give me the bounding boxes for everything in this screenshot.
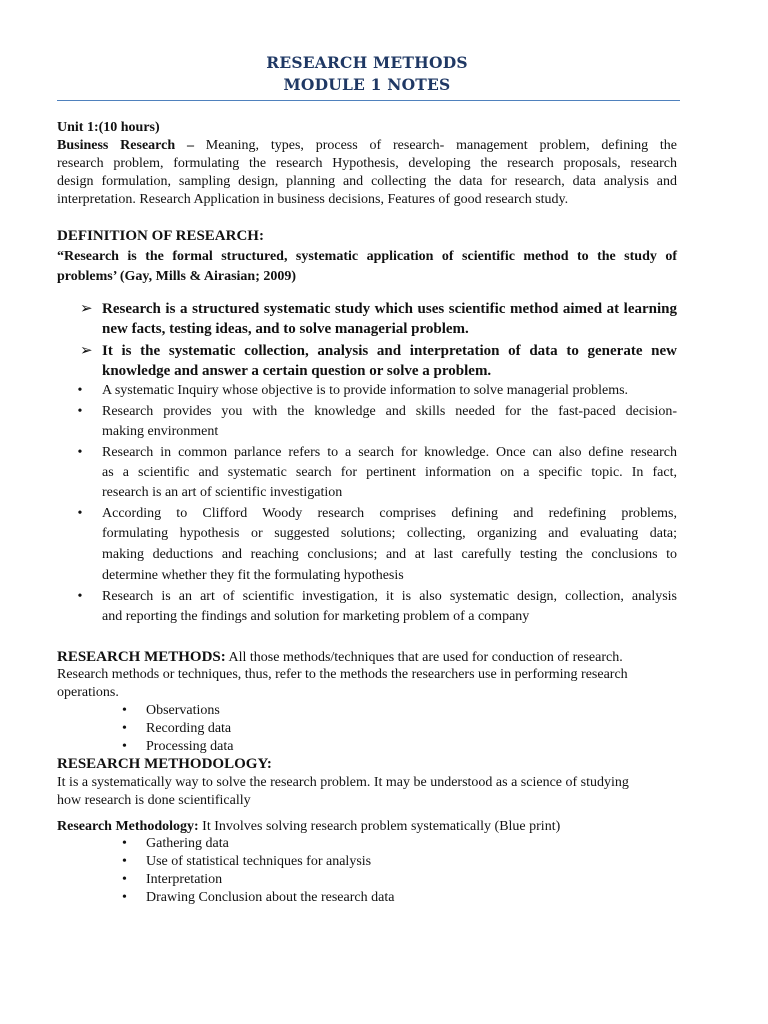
bullet-icon: • — [122, 836, 127, 851]
bullet-5-line-1: Research is an art of scientific investigation, it is also systematic design, collection, analysis — [102, 589, 677, 604]
arrow-bullet-icon: ➢ — [80, 301, 93, 317]
methods-item: Observations — [146, 703, 220, 718]
arrow-point-1-line-1: Research is a structured systematic study which uses scientific method aimed at learning — [102, 301, 677, 317]
definition-heading: DEFINITION OF RESEARCH: — [57, 228, 264, 244]
unit-line-3: design formulation, sampling design, planning and collecting the data for research, data analysis and — [57, 174, 677, 189]
bullet-icon: • — [122, 703, 127, 718]
bullet-icon: • — [77, 589, 83, 604]
bullet-5-line-2: and reporting the findings and solution for marketing problem of a company — [102, 609, 530, 624]
methodology-heading: RESEARCH METHODOLOGY: — [57, 756, 272, 772]
methodology-item: Drawing Conclusion about the research data — [146, 890, 395, 905]
bullet-icon: • — [77, 506, 83, 521]
bullet-4-line-4: determine whether they fit the formulating hypothesis — [102, 568, 404, 583]
bullet-3-line-2: as a scientific and systematic search for pertinent information on a specific topic. In fact, — [102, 465, 677, 480]
definition-quote-line-1: “Research is the formal structured, systematic application of scientific method to the study of — [57, 249, 677, 264]
methodology2-line — [57, 818, 677, 836]
methodology-item: Gathering data — [146, 836, 229, 851]
arrow-point-1-line-2: new facts, testing ideas, and to solve managerial problem. — [102, 321, 469, 337]
bullet-3-line-3: research is an art of scientific investigation — [102, 485, 343, 500]
bullet-icon: • — [122, 739, 127, 754]
bullet-icon: • — [77, 445, 83, 460]
bullet-icon: • — [122, 854, 127, 869]
bullet-icon: • — [77, 404, 83, 419]
methods-line-1 — [57, 648, 677, 667]
bullet-2-line-2: making environment — [102, 424, 219, 439]
bullet-1-line-1: A systematic Inquiry whose objective is to provide information to solve managerial problems. — [102, 383, 629, 398]
bullet-3-line-1: Research in common parlance refers to a search for knowledge. Once can also define research — [102, 445, 677, 460]
bullet-4-line-2: formulating hypothesis or suggested solutions; collecting, organizing and evaluating data; — [102, 526, 677, 541]
methods-text-1: All those methods/techniques that are used for conduction of research. — [225, 650, 623, 665]
methods-item: Processing data — [146, 739, 234, 754]
arrow-point-2-line-1: It is the systematic collection, analysis and interpretation of data to generate new — [102, 343, 677, 359]
methodology2-text: It Involves solving research problem systematically (Blue print) — [198, 819, 561, 834]
title-divider — [57, 100, 680, 101]
bullet-4-line-3: making deductions and reaching conclusions; and at last carefully testing the conclusions to — [102, 547, 677, 562]
methodology-item: Use of statistical techniques for analysis — [146, 854, 372, 869]
unit-heading: Unit 1:(10 hours) — [57, 120, 160, 135]
document-title: RESEARCH METHODS — [266, 53, 468, 72]
unit-text-1: Meaning, types, process of research- management problem, defining the — [193, 138, 677, 153]
bullet-icon: • — [122, 890, 127, 905]
bullet-2-line-1: Research provides you with the knowledge and skills needed for the fast-paced decision- — [102, 404, 677, 419]
arrow-bullet-icon: ➢ — [80, 343, 93, 359]
bullet-icon: • — [77, 383, 83, 398]
methodology-item: Interpretation — [146, 872, 223, 887]
methods-item: Recording data — [146, 721, 232, 736]
definition-quote-line-2: problems’ (Gay, Mills & Airasian; 2009) — [57, 269, 297, 284]
unit-line-4: interpretation. Research Application in business decisions, Features of good research study. — [57, 192, 569, 207]
methodology-line-2: how research is done scientifically — [57, 793, 251, 808]
bullet-icon: • — [122, 721, 127, 736]
methods-line-3: operations. — [57, 685, 119, 700]
methodology2-lead: Research Methodology: — [57, 819, 199, 834]
arrow-point-2-line-2: knowledge and answer a certain question or solve a problem. — [102, 363, 492, 379]
unit-lead: Business Research – — [57, 138, 194, 153]
methodology-line-1: It is a systematically way to solve the research problem. It may be understood as a science of studying — [57, 775, 629, 790]
methods-heading: RESEARCH METHODS: — [57, 649, 226, 665]
unit-line-1 — [57, 137, 677, 155]
methods-line-2: Research methods or techniques, thus, refer to the methods the researchers use in performing research — [57, 667, 628, 682]
bullet-4-line-1: According to Clifford Woody research comprises defining and redefining problems, — [102, 506, 677, 521]
document-subtitle: MODULE 1 NOTES — [283, 75, 451, 94]
bullet-icon: • — [122, 872, 127, 887]
unit-line-2: research problem, formulating the research Hypothesis, developing the research proposals, research — [57, 156, 677, 171]
